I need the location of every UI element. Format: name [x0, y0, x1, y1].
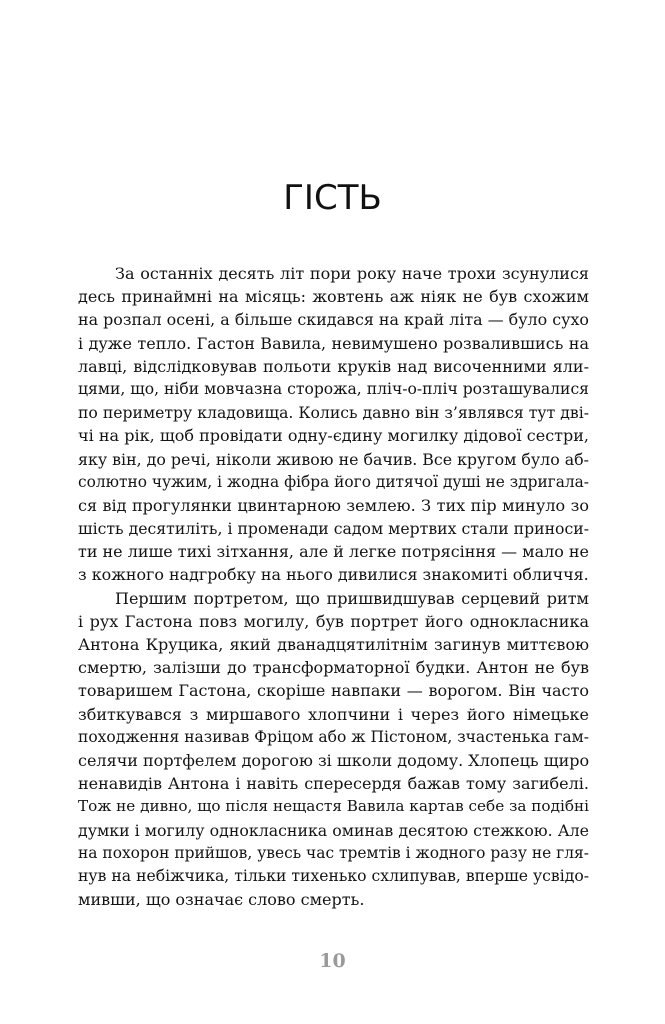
chapter-title: ГІСТЬ: [283, 178, 382, 218]
text-line: ненавидів Антона і навіть спересердя бажав тому загибелі.: [78, 774, 589, 794]
text-line: шість десятиліть, і променади садом мертвих стали приноси-: [78, 519, 589, 539]
text-line: цями, що, ніби мовчазна сторожа, пліч-о-пліч розташувалися: [78, 379, 589, 398]
text-line: ти не лише тихі зітхання, але й легке потрясіння — мало не: [78, 542, 589, 562]
text-line: яку він, до речі, ніколи живою не бачив. Все кругом було аб-: [78, 449, 589, 469]
text-line: чі на рік, щоб провідати одну-єдину могилку дідової сестри,: [78, 426, 589, 446]
text-line: товаришем Гастона, скоріше навпаки — ворогом. Він часто: [78, 681, 589, 701]
text-line: і дуже тепло. Гастон Вавила, невимушено розвалившись на: [78, 333, 589, 353]
text-line: Першим портретом, що пришвидшував серцевий ритм: [115, 588, 589, 608]
body-text: [78, 262, 589, 911]
text-line: мивши, що означає слово смерть.: [78, 890, 365, 910]
text-line: лавці, відслідковував польоти круків над височенними яли-: [78, 356, 589, 376]
text-line: смертю, залізши до трансформаторної будки. Антон не був: [78, 658, 589, 678]
text-line: думки і могилу однокласника оминав десятою стежкою. Але: [78, 820, 589, 840]
text-line: ся від прогулянки цвинтарною землею. З тих пір минуло зо: [78, 495, 589, 515]
text-line: Тож не дивно, що після нещастя Вавила картав себе за подібні: [78, 797, 589, 816]
text-line: селячи портфелем дорогою зі школи додому. Хлопець щиро: [78, 750, 590, 770]
text-line: десь принаймні на місяць: жовтень аж ніяк не був схожим: [78, 287, 589, 307]
text-line: на похорон прийшов, увесь час тремтів і жодного разу не гля-: [78, 843, 589, 862]
text-line: на розпал осені, а більше скидався на край літа — було сухо: [78, 310, 589, 330]
text-line: збиткувався з миршавого хлопчини і через його німецьке: [78, 704, 589, 724]
text-line: солютно чужим, і жодна фібра його дитячої душі не здригала-: [78, 472, 589, 491]
paragraph-2: [78, 587, 589, 912]
text-line: з кожного надгробку на нього дивилися знакомиті обличчя.: [78, 565, 589, 585]
paragraph-1: [78, 262, 589, 587]
text-line: по периметру кладовища. Колись давно він з’являвся тут дві-: [78, 403, 589, 423]
text-line: нув на небіжчика, тільки тихенько схлипував, вперше усвідо-: [78, 866, 589, 885]
page-number: 10: [319, 950, 346, 972]
text-line: Антона Круцика, який дванадцятилітнім загинув миттєвою: [78, 635, 589, 654]
text-line: походження називав Фріцом або ж Пістоном, зчастенька гам-: [78, 727, 589, 746]
text-line: і рух Гастона повз могилу, був портрет його однокласника: [78, 611, 589, 631]
text-line: За останніх десять літ пори року наче трохи зсунулися: [115, 264, 589, 283]
